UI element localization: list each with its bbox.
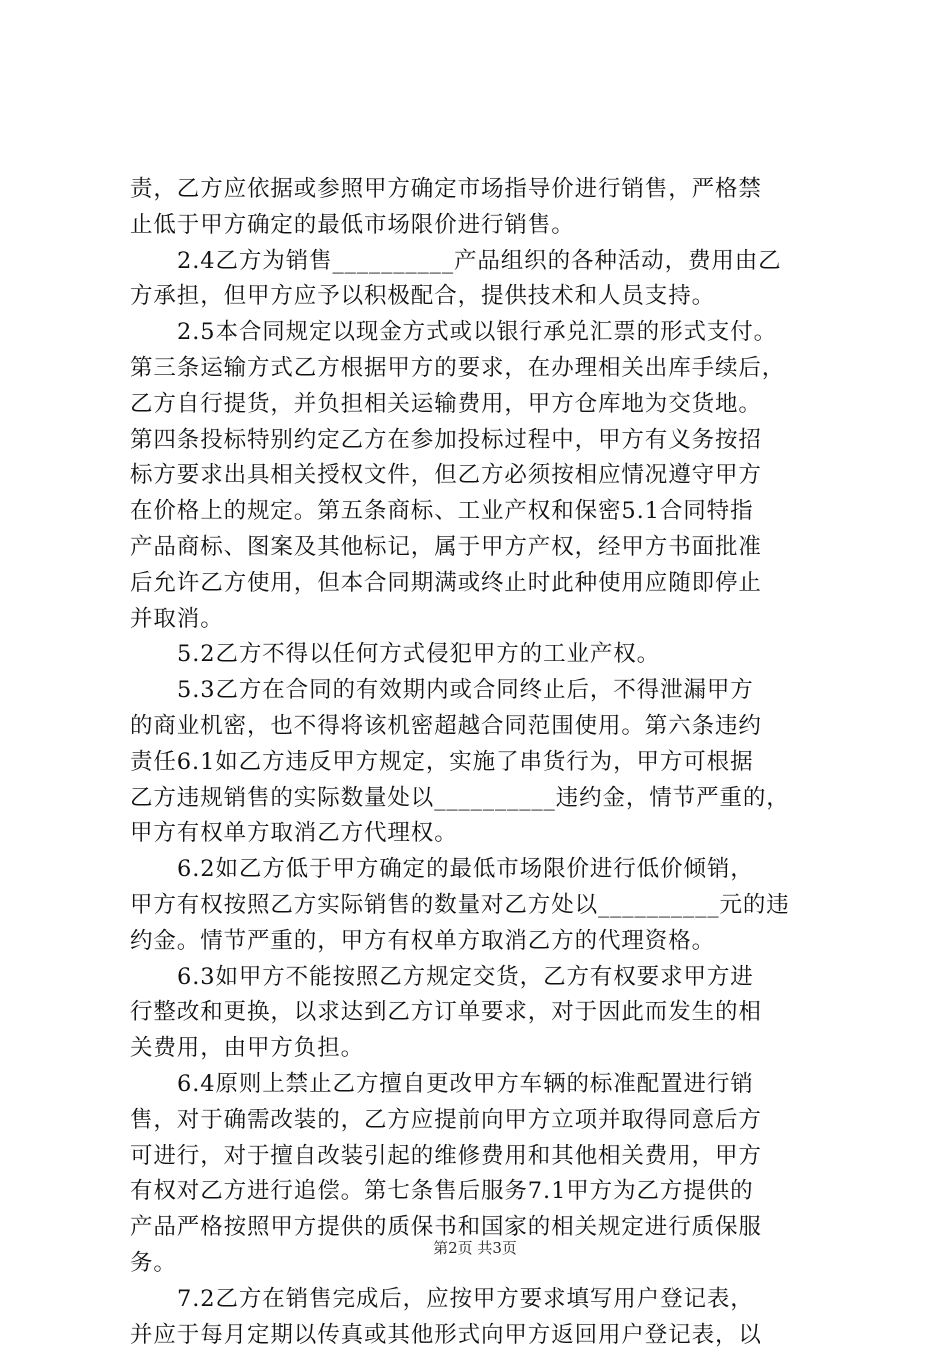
text-line: 2.4乙方为销售__________产品组织的各种活动，费用由乙 [130, 244, 830, 280]
text-line: 售，对于确需改装的，乙方应提前向甲方立项并取得同意后方 [130, 1103, 830, 1139]
text-line: 可进行，对于擅自改装引起的维修费用和其他相关费用，甲方 [130, 1139, 830, 1175]
text-line: 责任6.1如乙方违反甲方规定，实施了串货行为，甲方可根据 [130, 745, 830, 781]
text-line: 务。 [130, 1246, 830, 1282]
text-line: 乙方违规销售的实际数量处以__________违约金，情节严重的， [130, 781, 830, 817]
text-line: 关费用，由甲方负担。 [130, 1031, 830, 1067]
text-line: 行整改和更换，以求达到乙方订单要求，对于因此而发生的相 [130, 995, 830, 1031]
text-line: 止低于甲方确定的最低市场限价进行销售。 [130, 208, 830, 244]
text-line: 有权对乙方进行追偿。第七条售后服务7.1甲方为乙方提供的 [130, 1174, 830, 1210]
text-line: 乙方自行提货，并负担相关运输费用，甲方仓库地为交货地。 [130, 387, 830, 423]
text-line: 第四条投标特别约定乙方在参加投标过程中，甲方有义务按招 [130, 423, 830, 459]
text-line: 在价格上的规定。第五条商标、工业产权和保密5.1合同特指 [130, 494, 830, 530]
text-line: 的商业机密，也不得将该机密超越合同范围使用。第六条违约 [130, 709, 830, 745]
text-line: 方承担，但甲方应予以积极配合，提供技术和人员支持。 [130, 279, 830, 315]
text-line: 甲方有权单方取消乙方代理权。 [130, 816, 830, 852]
text-line: 6.2如乙方低于甲方确定的最低市场限价进行低价倾销， [130, 852, 830, 888]
text-line: 5.2乙方不得以任何方式侵犯甲方的工业产权。 [130, 637, 830, 673]
text-line: 6.3如甲方不能按照乙方规定交货，乙方有权要求甲方进 [130, 960, 830, 996]
text-line: 后允许乙方使用，但本合同期满或终止时此种使用应随即停止 [130, 566, 830, 602]
text-line: 产品严格按照甲方提供的质保书和国家的相关规定进行质保服 [130, 1210, 830, 1246]
text-line: 约金。情节严重的，甲方有权单方取消乙方的代理资格。 [130, 924, 830, 960]
text-line: 6.4原则上禁止乙方擅自更改甲方车辆的标准配置进行销 [130, 1067, 830, 1103]
document-body [130, 172, 830, 1353]
text-line: 标方要求出具相关授权文件，但乙方必须按相应情况遵守甲方 [130, 458, 830, 494]
text-line: 并取消。 [130, 602, 830, 638]
text-line: 5.3乙方在合同的有效期内或合同终止后，不得泄漏甲方 [130, 673, 830, 709]
text-line: 甲方有权按照乙方实际销售的数量对乙方处以__________元的违 [130, 888, 830, 924]
text-line: 并应于每月定期以传真或其他形式向甲方返回用户登记表，以 [130, 1318, 830, 1353]
text-line: 责，乙方应依据或参照甲方确定市场指导价进行销售，严格禁 [130, 172, 830, 208]
text-line: 7.2乙方在销售完成后，应按甲方要求填写用户登记表， [130, 1282, 830, 1318]
text-line: 第三条运输方式乙方根据甲方的要求，在办理相关出库手续后， [130, 351, 830, 387]
text-line: 产品商标、图案及其他标记，属于甲方产权，经甲方书面批准 [130, 530, 830, 566]
page-number-footer: 第2页 共3页 [0, 1238, 950, 1258]
text-line: 2.5本合同规定以现金方式或以银行承兑汇票的形式支付。 [130, 315, 830, 351]
